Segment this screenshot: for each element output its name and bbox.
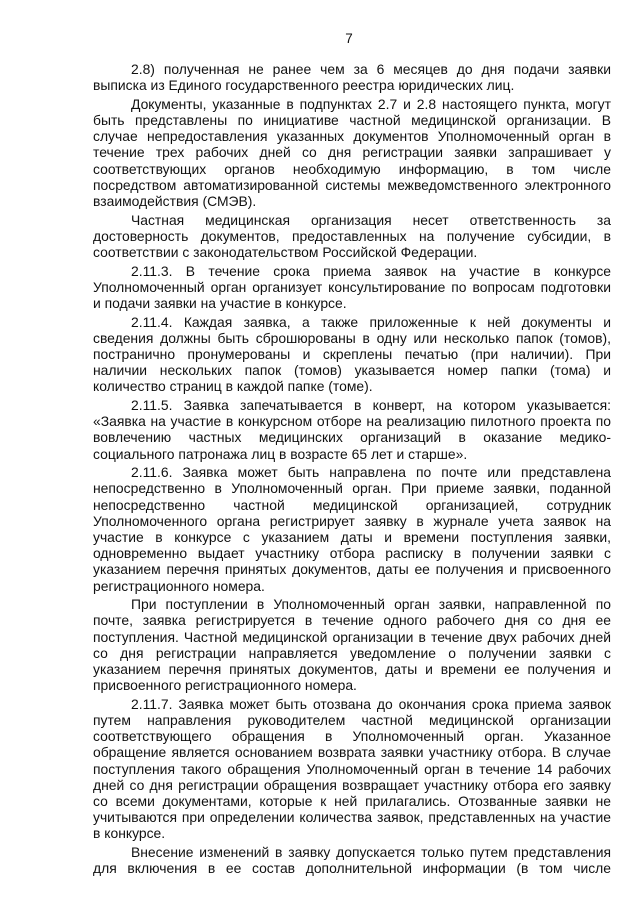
text-line: регистрационного номера. [93, 577, 265, 594]
text-line: почте, заявка регистрируется в течение одного рабочего дня со дня ее [93, 612, 611, 629]
text-line: сведения должны быть сброшюрованы в одну или несколько папок (томов), [93, 329, 611, 346]
text-line: поступления такого обращения Уполномоченный орган в течение 14 рабочих [93, 760, 611, 777]
paragraph [93, 263, 611, 312]
text-line: 2.8) полученная не ранее чем за 6 месяцев до дня подачи заявки [131, 61, 611, 77]
document-body [93, 61, 611, 879]
text-line: 2.11.3. В течение срока приема заявок на участие в конкурсе [131, 262, 611, 279]
text-line: указанием перечня принятых документов, даты ее получения и присвоенного [93, 561, 611, 578]
text-line: наличии нескольких папок (томов) указывается номер папки (тома) и [93, 362, 611, 379]
text-line: «Заявка на участие в конкурсном отборе на реализацию пилотного проекта по [93, 413, 611, 430]
text-line: непосредственно частной медицинской организацией, сотрудник [93, 496, 611, 513]
text-line: со дня регистрации направляется уведомление о получении заявки с [93, 644, 611, 661]
text-line: течение трех рабочих дней со дня регистрации заявки запрашивает у [93, 144, 611, 161]
paragraph [93, 212, 611, 261]
text-line: выписка из Единого государственного реестра юридических лиц. [93, 77, 515, 94]
paragraph [93, 314, 611, 395]
paragraph [93, 96, 611, 209]
paragraph [93, 397, 611, 462]
paragraph [93, 696, 611, 842]
text-line: в конкурсе. [93, 825, 166, 842]
text-line: путем направления руководителем частной медицинской организации [93, 712, 611, 729]
text-line: достоверность документов, предоставленных на получение субсидии, в [93, 227, 611, 244]
text-line: учитываются при определении количества заявок, представленных на участие [93, 809, 611, 826]
text-line: соответствии с законодательством Российской Федерации. [93, 244, 478, 261]
text-line: При поступлении в Уполномоченный орган заявки, направленной по [131, 596, 611, 613]
text-line: дней со дня регистрации обращения возвращает участнику отбора его заявку [93, 776, 611, 793]
text-line: быть представлены по инициативе частной медицинской организации. В [93, 112, 611, 128]
text-line: соответствующих органов необходимую информацию, в том числе [93, 160, 611, 177]
paragraph [93, 61, 611, 93]
text-line: Уполномоченного органа регистрирует заявку в журнале учета заявок на [93, 512, 611, 529]
text-line: вовлечению частных медицинских организаций в оказание медико- [93, 429, 611, 446]
text-line: участие в конкурсе с указанием даты и времени поступления заявки, [93, 529, 611, 546]
text-line: соответствующего обращения в Уполномоченный орган. Указанное [93, 728, 611, 745]
text-line: постранично пронумерованы и скреплены печатью (при наличии). При [93, 346, 611, 363]
text-line: посредством автоматизированной системы межведомственного электронного [93, 176, 611, 193]
text-line: социального патронажа лиц в возрасте 65 лет и старше». [93, 445, 468, 462]
text-line: Документы, указанные в подпунктах 2.7 и 2.8 настоящего пункта, могут [131, 95, 611, 112]
text-line: Частная медицинская организация несет ответственность за [131, 211, 611, 228]
paragraph [93, 596, 611, 693]
paragraph [93, 464, 611, 594]
paragraph [93, 844, 611, 876]
text-line: 2.11.6. Заявка может быть направлена по почте или представлена [131, 464, 611, 481]
text-line: одновременно выдает участнику отбора расписку в получении заявки с [93, 545, 611, 562]
page-number: 7 [345, 31, 353, 46]
text-line: присвоенного регистрационного номера. [93, 677, 357, 694]
text-line: со всеми документами, которые к ней прилагались. Отозванные заявки не [93, 793, 611, 810]
text-line: обращение является основанием возврата заявки участнику отбора. В случае [93, 744, 611, 761]
text-line: взаимодействия (СМЭВ). [93, 193, 257, 210]
text-line: указанием перечня принятых документов, даты и времени ее получения и [93, 661, 611, 678]
text-line: случае непредоставления указанных документов Уполномоченный орган в [93, 128, 611, 145]
text-line: и подачи заявки на участие в конкурсе. [93, 295, 347, 312]
text-line: непосредственно в Уполномоченный орган. При приеме заявки, поданной [93, 480, 611, 497]
text-line: Внесение изменений в заявку допускается только путем представления [131, 844, 611, 861]
text-line: количество страниц в каждой папке (томе). [93, 378, 373, 395]
text-line: для включения в ее состав дополнительной информации (в том числе [93, 860, 611, 877]
text-line: 2.11.4. Каждая заявка, а также приложенные к ней документы и [131, 313, 611, 330]
text-line: 2.11.7. Заявка может быть отозвана до окончания срока приема заявок [131, 695, 611, 712]
text-line: поступления. Частной медицинской организации в течение двух рабочих дней [93, 628, 611, 645]
text-line: Уполномоченный орган организует консультирование по вопросам подготовки [93, 278, 611, 295]
text-line: 2.11.5. Заявка запечатывается в конверт, на котором указывается: [131, 397, 611, 414]
